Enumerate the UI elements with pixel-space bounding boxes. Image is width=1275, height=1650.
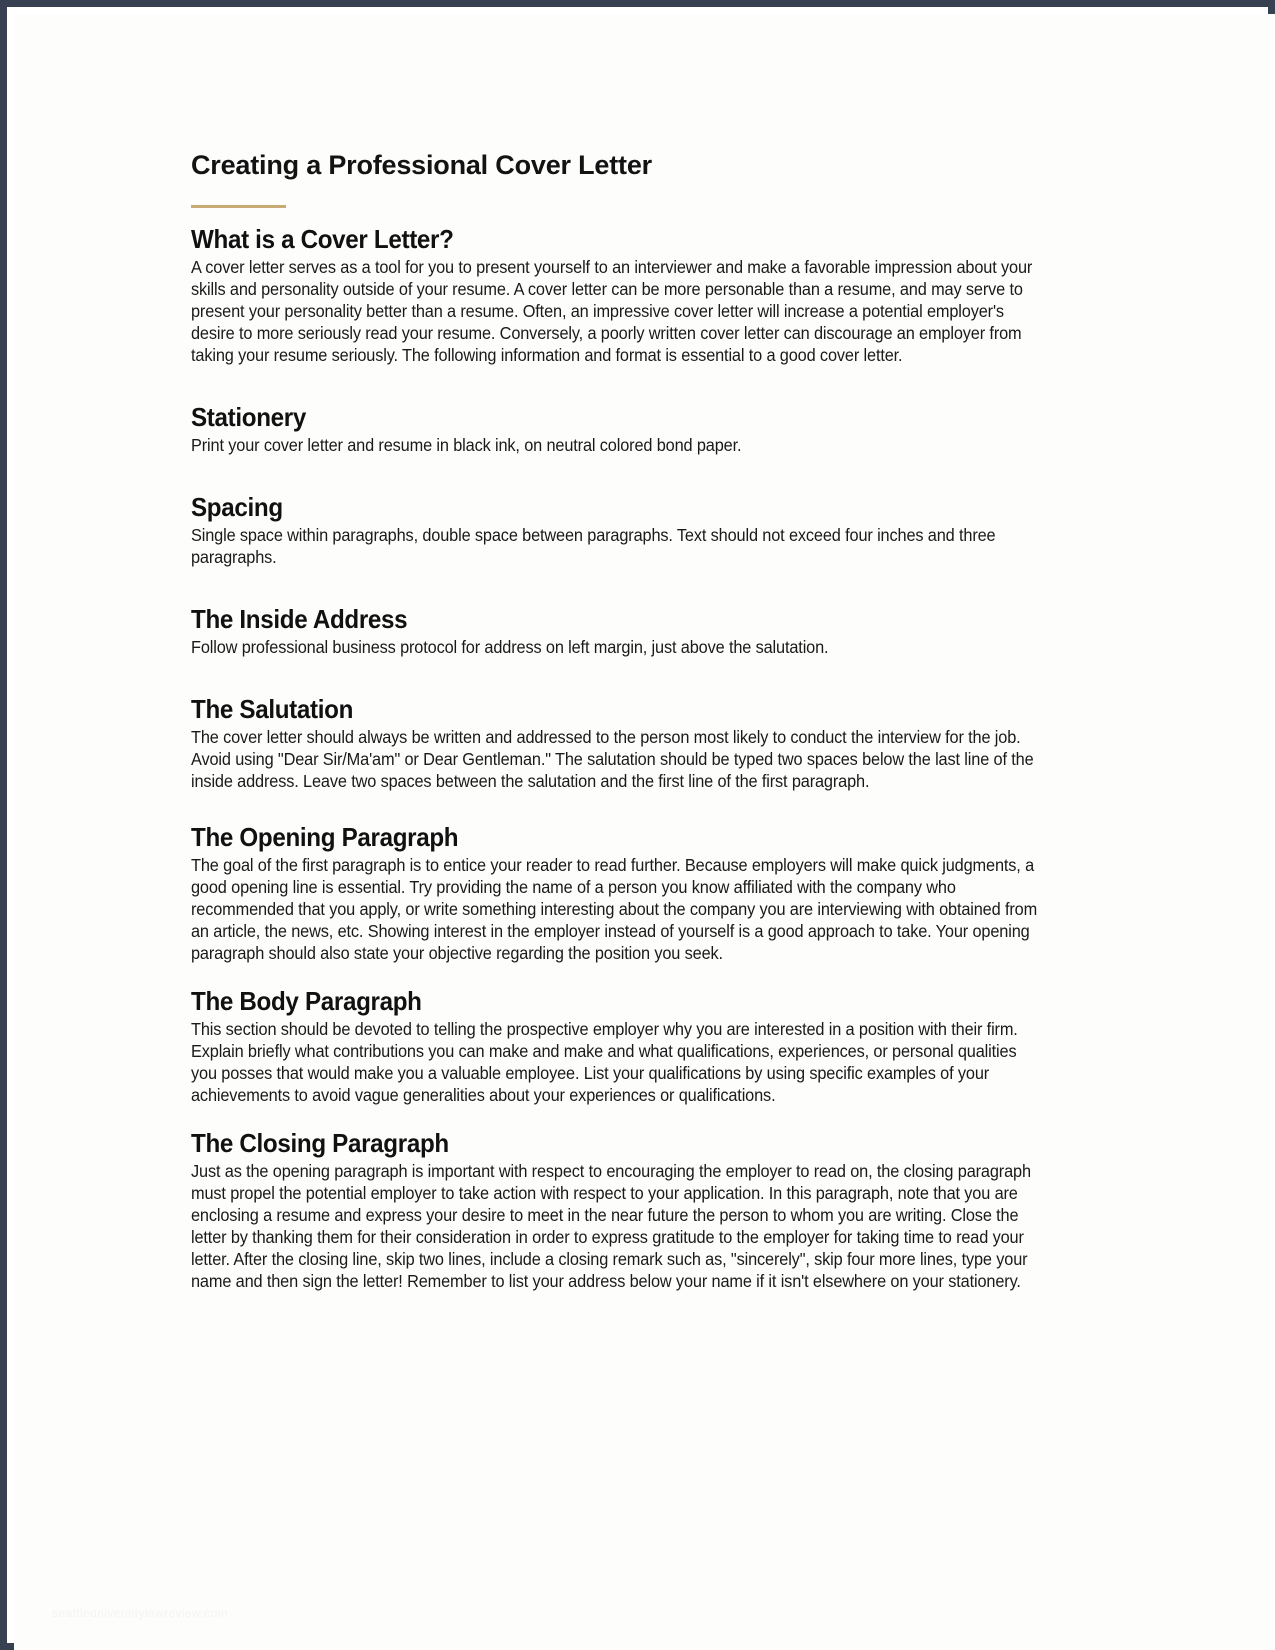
section-stationery [191, 403, 1043, 457]
section-the-body-paragraph [191, 987, 1043, 1107]
site-watermark: seattleuniversitylawreview.com [52, 1606, 229, 1620]
section-body: Just as the opening paragraph is important with respect to encouraging the employer to read on, the closing paragraph must propel the potential employer to take action with respect to your application. In this paragraph, note that you are enclosing a resume and express your desire to meet in the near future the person to whom you are writing. Close the letter by thanking them for their consideration in order to express gratitude to the employer for taking time to read your letter. After the closing line, skip two lines, include a closing remark such as, "sincerely", skip four more lines, type your name and then sign the letter! Remember to list your address below your name if it isn't elsewhere on your stationery. [191, 1161, 1031, 1291]
section-the-salutation [191, 695, 1043, 793]
section-body: Single space within paragraphs, double space between paragraphs. Text should not exceed four inches and three paragraphs. [191, 526, 996, 568]
section-body: The cover letter should always be written and addressed to the person most likely to conduct the interview for the job. Avoid using "Dear Sir/Ma'am" or Dear Gentleman." The salutation should be typed two spaces below the last line of the inside address. Leave two spaces between the salutation and the first line of the first paragraph. [191, 728, 1034, 792]
section-the-inside-address [191, 605, 1043, 659]
section-body: Print your cover letter and resume in black ink, on neutral colored bond paper. [191, 436, 742, 456]
spacer [191, 1107, 1043, 1129]
document-title: Creating a Professional Cover Letter [191, 150, 652, 180]
section-spacing [191, 493, 1043, 569]
section-heading: Spacing [191, 491, 283, 522]
document-page [14, 14, 1275, 1650]
section-body: The goal of the first paragraph is to entice your reader to read further. Because employers will make quick judgments, a good opening line is essential. Try providing the name of a person you know affiliated with the company who recommended that you apply, or write something interesting about the company you are interviewing with obtained from an article, the news, etc. Showing interest in the employer instead of yourself is a good approach to take. Your opening paragraph should also state your objective regarding the position you seek. [191, 856, 1038, 963]
spacer [191, 659, 1043, 695]
document-content [191, 150, 1043, 1293]
spacer [191, 793, 1043, 823]
title-divider-rule [191, 205, 286, 208]
section-heading: Stationery [191, 401, 307, 432]
section-what-is-a-cover-letter [191, 225, 1043, 367]
section-body: A cover letter serves as a tool for you to present yourself to an interviewer and make a favorable impression about your skills and personality outside of your resume. A cover letter can be more personable than a resume, and may serve to present your personality better than a resume. Often, an impressive cover letter will increase a potential employer's desire to more seriously read your resume. Conversely, a poorly written cover letter can discourage an employer from taking your resume seriously. The following information and format is essential to a good cover letter. [191, 258, 1033, 365]
section-heading: The Inside Address [191, 604, 408, 634]
section-body: Follow professional business protocol for address on left margin, just above the salutation. [191, 638, 829, 658]
section-the-opening-paragraph [191, 823, 1043, 965]
section-heading: The Salutation [191, 694, 354, 725]
spacer [191, 569, 1043, 605]
section-heading: The Closing Paragraph [191, 1127, 449, 1158]
section-heading: The Body Paragraph [191, 985, 422, 1016]
section-heading: The Opening Paragraph [191, 822, 459, 853]
section-body: This section should be devoted to telling the prospective employer why you are interested in a position with their firm. Explain briefly what contributions you can make and make and what qualifications, experiences, or personal qualities you posses that would make you a valuable employee. List your qualifications by using specific examples of your achievements to avoid vague generalities about your experiences or qualifications. [191, 1020, 1018, 1105]
section-the-closing-paragraph [191, 1129, 1043, 1293]
spacer [191, 367, 1043, 403]
spacer [191, 965, 1043, 987]
section-heading: What is a Cover Letter? [191, 224, 454, 255]
spacer [191, 457, 1043, 493]
